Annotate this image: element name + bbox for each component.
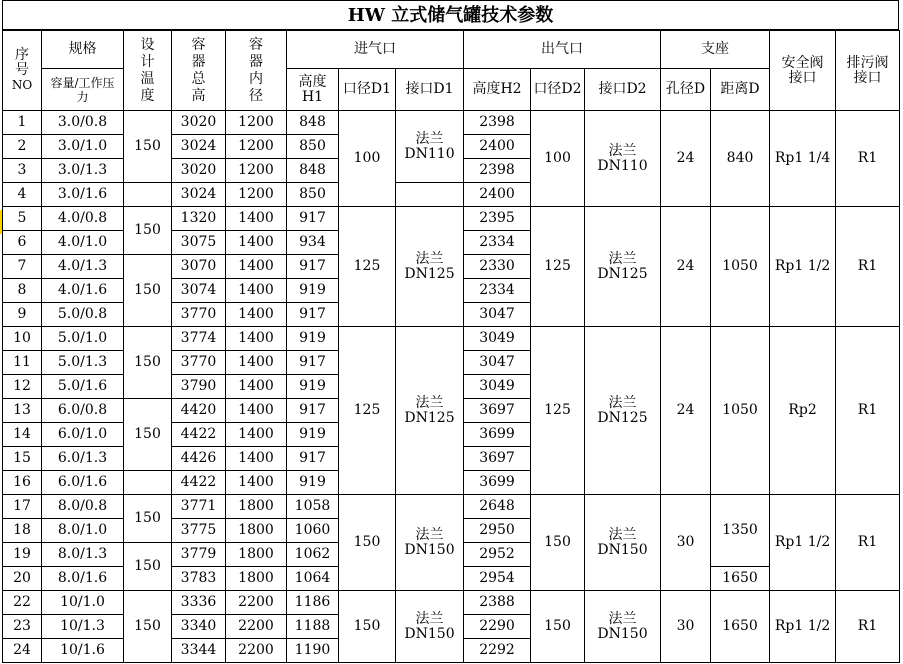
cell-d1: 125 bbox=[339, 207, 396, 327]
cell-height: 3340 bbox=[172, 615, 226, 639]
cell-height: 4422 bbox=[172, 471, 226, 495]
cell-no: 4 bbox=[3, 183, 42, 207]
cell-no: 18 bbox=[3, 519, 42, 543]
cell-hole: 24 bbox=[661, 111, 711, 207]
cell-d1: 150 bbox=[339, 495, 396, 591]
cell-h2: 3699 bbox=[464, 471, 531, 495]
cell-safety: Rp1 1/2 bbox=[770, 495, 836, 591]
cell-spec: 3.0/1.6 bbox=[42, 183, 124, 207]
cell-no: 15 bbox=[3, 447, 42, 471]
cell-diameter: 1400 bbox=[226, 231, 287, 255]
cell-height: 3024 bbox=[172, 135, 226, 159]
header-no: 序 号 NO bbox=[3, 31, 42, 111]
cell-d1: 150 bbox=[339, 591, 396, 663]
header-spec-sub: 容量/工作压 力 bbox=[42, 69, 124, 111]
cell-c2: 法兰DN110 bbox=[585, 111, 661, 207]
cell-c1: 法兰 DN125 bbox=[396, 327, 464, 495]
cell-diameter: 1800 bbox=[226, 567, 287, 591]
cell-diameter: 2200 bbox=[226, 639, 287, 663]
cell-no: 13 bbox=[3, 399, 42, 423]
cell-diameter: 1400 bbox=[226, 399, 287, 423]
cell-height: 4422 bbox=[172, 423, 226, 447]
cell-diameter: 1400 bbox=[226, 327, 287, 351]
cell-no: 1 bbox=[3, 111, 42, 135]
cell-spec: 4.0/1.0 bbox=[42, 231, 124, 255]
cell-h1: 919 bbox=[287, 471, 339, 495]
cell-diameter: 1400 bbox=[226, 207, 287, 231]
cell-spec: 5.0/1.3 bbox=[42, 351, 124, 375]
cell-h1: 1062 bbox=[287, 543, 339, 567]
cell-h2: 3697 bbox=[464, 447, 531, 471]
cell-h2: 3047 bbox=[464, 303, 531, 327]
cell-no: 16 bbox=[3, 471, 42, 495]
cell-spec: 10/1.3 bbox=[42, 615, 124, 639]
cell-no: 20 bbox=[3, 567, 42, 591]
cell-temp: 150 bbox=[124, 207, 172, 255]
cell-temp: 150 bbox=[124, 111, 172, 183]
header-safety: 安全阀 接口 bbox=[770, 31, 836, 111]
header-inlet: 进气口 bbox=[287, 31, 464, 69]
cell-safety: Rp1 1/2 bbox=[770, 207, 836, 327]
cell-no: 12 bbox=[3, 375, 42, 399]
header-spec: 规格 bbox=[42, 31, 124, 69]
cell-safety: Rp1 1/4 bbox=[770, 111, 836, 207]
cell-spec: 5.0/1.0 bbox=[42, 327, 124, 351]
cell-diameter: 1400 bbox=[226, 447, 287, 471]
cell-d1: 100 bbox=[339, 111, 396, 207]
cell-spec: 6.0/1.6 bbox=[42, 471, 124, 495]
cell-h1: 850 bbox=[287, 135, 339, 159]
cell-c2: 法兰DN150 bbox=[585, 495, 661, 591]
cell-c1-empty bbox=[396, 183, 464, 207]
cell-dist: 1350 bbox=[711, 495, 770, 567]
cell-diameter: 1800 bbox=[226, 519, 287, 543]
cell-no: 22 bbox=[3, 591, 42, 615]
cell-diameter: 1200 bbox=[226, 159, 287, 183]
cell-height: 3771 bbox=[172, 495, 226, 519]
header-support: 支座 bbox=[661, 31, 770, 69]
cell-h1: 848 bbox=[287, 111, 339, 135]
cell-h2: 3047 bbox=[464, 351, 531, 375]
cell-no: 5 bbox=[3, 207, 42, 231]
cell-diameter: 1400 bbox=[226, 255, 287, 279]
cell-dist: 1650 bbox=[711, 567, 770, 591]
cell-no: 23 bbox=[3, 615, 42, 639]
header-dist: 距离D bbox=[711, 69, 770, 111]
header-hole: 孔径D bbox=[661, 69, 711, 111]
cell-height: 3070 bbox=[172, 255, 226, 279]
cell-temp: 150 bbox=[124, 399, 172, 471]
cell-d2: 150 bbox=[531, 591, 585, 663]
cell-drain: R1 bbox=[836, 591, 900, 663]
cell-no: 8 bbox=[3, 279, 42, 303]
header-drain: 排污阀 接口 bbox=[836, 31, 900, 111]
cell-spec: 8.0/1.3 bbox=[42, 543, 124, 567]
cell-spec: 6.0/1.0 bbox=[42, 423, 124, 447]
cell-temp: 150 bbox=[124, 327, 172, 399]
cell-d2: 125 bbox=[531, 327, 585, 495]
cell-h2: 3049 bbox=[464, 327, 531, 351]
cell-spec: 4.0/0.8 bbox=[42, 207, 124, 231]
cell-h2: 2398 bbox=[464, 111, 531, 135]
cell-height: 4426 bbox=[172, 447, 226, 471]
cell-no: 10 bbox=[3, 327, 42, 351]
cell-h1: 917 bbox=[287, 399, 339, 423]
cell-drain: R1 bbox=[836, 495, 900, 591]
spec-table bbox=[2, 30, 900, 663]
cell-dist: 1650 bbox=[711, 591, 770, 663]
cell-h2: 2388 bbox=[464, 591, 531, 615]
cell-height: 3770 bbox=[172, 303, 226, 327]
cell-c2: 法兰DN125 bbox=[585, 327, 661, 495]
header-diameter: 容 器 内 径 bbox=[226, 31, 287, 111]
cell-h2: 2400 bbox=[464, 135, 531, 159]
header-h1: 高度 H1 bbox=[287, 69, 339, 111]
cell-d2: 100 bbox=[531, 111, 585, 207]
cell-h1: 917 bbox=[287, 351, 339, 375]
cell-spec: 3.0/0.8 bbox=[42, 111, 124, 135]
cell-temp: 150 bbox=[124, 255, 172, 327]
cell-temp: 150 bbox=[124, 543, 172, 591]
cell-h1: 934 bbox=[287, 231, 339, 255]
cell-height: 3024 bbox=[172, 183, 226, 207]
cell-height: 3075 bbox=[172, 231, 226, 255]
cell-spec: 6.0/0.8 bbox=[42, 399, 124, 423]
cell-height: 3020 bbox=[172, 159, 226, 183]
cell-h2: 3699 bbox=[464, 423, 531, 447]
cell-h2: 2952 bbox=[464, 543, 531, 567]
cell-h2: 2334 bbox=[464, 231, 531, 255]
cell-dist: 1050 bbox=[711, 207, 770, 327]
cell-dist: 1050 bbox=[711, 327, 770, 495]
cell-c1: 法兰 DN125 bbox=[396, 207, 464, 327]
cell-no: 7 bbox=[3, 255, 42, 279]
cell-diameter: 1800 bbox=[226, 543, 287, 567]
header-h2: 高度H2 bbox=[464, 69, 531, 111]
header-outlet: 出气口 bbox=[464, 31, 661, 69]
cell-c2: 法兰DN150 bbox=[585, 591, 661, 663]
cell-h2: 3049 bbox=[464, 375, 531, 399]
cell-h2: 2395 bbox=[464, 207, 531, 231]
cell-h2: 3697 bbox=[464, 399, 531, 423]
cell-drain: R1 bbox=[836, 111, 900, 207]
cell-hole: 24 bbox=[661, 327, 711, 495]
cell-h2: 2330 bbox=[464, 255, 531, 279]
cell-h1: 919 bbox=[287, 375, 339, 399]
cell-no: 11 bbox=[3, 351, 42, 375]
cell-no: 14 bbox=[3, 423, 42, 447]
cell-diameter: 1200 bbox=[226, 183, 287, 207]
cell-h1: 850 bbox=[287, 183, 339, 207]
cell-diameter: 1400 bbox=[226, 423, 287, 447]
cell-height: 3074 bbox=[172, 279, 226, 303]
cell-h2: 2400 bbox=[464, 183, 531, 207]
cell-h1: 848 bbox=[287, 159, 339, 183]
header-d1-conn: 接口D1 bbox=[396, 69, 464, 111]
header-d1-bore: 口径D1 bbox=[339, 69, 396, 111]
cell-h1: 1186 bbox=[287, 591, 339, 615]
cell-h1: 1188 bbox=[287, 615, 339, 639]
cell-h2: 2954 bbox=[464, 567, 531, 591]
cell-spec: 10/1.0 bbox=[42, 591, 124, 615]
cell-h1: 917 bbox=[287, 255, 339, 279]
cell-safety: Rp2 bbox=[770, 327, 836, 495]
cell-temp-empty bbox=[124, 471, 172, 495]
cell-hole: 30 bbox=[661, 591, 711, 663]
cell-h2: 2292 bbox=[464, 639, 531, 663]
cell-no: 3 bbox=[3, 159, 42, 183]
cell-d2: 125 bbox=[531, 207, 585, 327]
cell-spec: 10/1.6 bbox=[42, 639, 124, 663]
cell-spec: 6.0/1.3 bbox=[42, 447, 124, 471]
cell-h1: 919 bbox=[287, 327, 339, 351]
header-d2-conn: 接口D2 bbox=[585, 69, 661, 111]
cell-diameter: 1200 bbox=[226, 111, 287, 135]
cell-height: 3336 bbox=[172, 591, 226, 615]
cell-h2: 2398 bbox=[464, 159, 531, 183]
cell-diameter: 1800 bbox=[226, 495, 287, 519]
cell-h1: 917 bbox=[287, 207, 339, 231]
cell-height: 3783 bbox=[172, 567, 226, 591]
sheet-title: HW 立式储气罐技术参数 bbox=[2, 0, 899, 30]
cell-spec: 8.0/1.0 bbox=[42, 519, 124, 543]
cell-diameter: 1400 bbox=[226, 303, 287, 327]
cell-spec: 3.0/1.0 bbox=[42, 135, 124, 159]
cell-spec: 4.0/1.3 bbox=[42, 255, 124, 279]
cell-no: 2 bbox=[3, 135, 42, 159]
cell-diameter: 2200 bbox=[226, 591, 287, 615]
cell-no: 17 bbox=[3, 495, 42, 519]
cell-temp: 150 bbox=[124, 495, 172, 543]
cell-spec: 8.0/1.6 bbox=[42, 567, 124, 591]
cell-height: 3344 bbox=[172, 639, 226, 663]
cell-c1: 法兰 DN150 bbox=[396, 591, 464, 663]
cell-h1: 919 bbox=[287, 279, 339, 303]
cell-spec: 5.0/1.6 bbox=[42, 375, 124, 399]
cell-d1: 125 bbox=[339, 327, 396, 495]
cell-drain: R1 bbox=[836, 207, 900, 327]
cell-c2: 法兰DN125 bbox=[585, 207, 661, 327]
header-temp: 设 计 温 度 bbox=[124, 31, 172, 111]
cell-h1: 1064 bbox=[287, 567, 339, 591]
cell-h1: 917 bbox=[287, 447, 339, 471]
cell-diameter: 1400 bbox=[226, 351, 287, 375]
cell-height: 3020 bbox=[172, 111, 226, 135]
cell-h1: 1058 bbox=[287, 495, 339, 519]
cell-spec: 5.0/0.8 bbox=[42, 303, 124, 327]
cell-h2: 2648 bbox=[464, 495, 531, 519]
cell-h1: 1060 bbox=[287, 519, 339, 543]
cell-no: 6 bbox=[3, 231, 42, 255]
cell-c1: 法兰 DN150 bbox=[396, 495, 464, 591]
cell-height: 3779 bbox=[172, 543, 226, 567]
cell-h1: 1190 bbox=[287, 639, 339, 663]
cell-h1: 917 bbox=[287, 303, 339, 327]
cell-safety: Rp1 1/2 bbox=[770, 591, 836, 663]
header-d2-bore: 口径D2 bbox=[531, 69, 585, 111]
cell-h1: 919 bbox=[287, 423, 339, 447]
cell-height: 3774 bbox=[172, 327, 226, 351]
cell-h2: 2334 bbox=[464, 279, 531, 303]
cell-dist: 840 bbox=[711, 111, 770, 207]
cell-diameter: 1400 bbox=[226, 375, 287, 399]
cell-temp: 150 bbox=[124, 591, 172, 663]
cell-height: 3775 bbox=[172, 519, 226, 543]
cell-diameter: 1200 bbox=[226, 135, 287, 159]
cell-height: 3790 bbox=[172, 375, 226, 399]
cell-spec: 3.0/1.3 bbox=[42, 159, 124, 183]
cell-h2: 2950 bbox=[464, 519, 531, 543]
cell-h2: 2290 bbox=[464, 615, 531, 639]
cell-height: 1320 bbox=[172, 207, 226, 231]
cell-spec: 4.0/1.6 bbox=[42, 279, 124, 303]
cell-height: 4420 bbox=[172, 399, 226, 423]
cell-diameter: 1400 bbox=[226, 279, 287, 303]
cell-temp-empty bbox=[124, 183, 172, 207]
cell-height: 3770 bbox=[172, 351, 226, 375]
cell-hole: 24 bbox=[661, 207, 711, 327]
cell-drain: R1 bbox=[836, 327, 900, 495]
cell-no: 9 bbox=[3, 303, 42, 327]
cell-no: 19 bbox=[3, 543, 42, 567]
cell-hole: 30 bbox=[661, 495, 711, 591]
cell-no: 24 bbox=[3, 639, 42, 663]
cell-spec: 8.0/0.8 bbox=[42, 495, 124, 519]
cell-diameter: 1400 bbox=[226, 471, 287, 495]
cell-diameter: 2200 bbox=[226, 615, 287, 639]
cell-c1: 法兰 DN110 bbox=[396, 111, 464, 183]
header-height-total: 容 器 总 高 bbox=[172, 31, 226, 111]
cell-d2: 150 bbox=[531, 495, 585, 591]
